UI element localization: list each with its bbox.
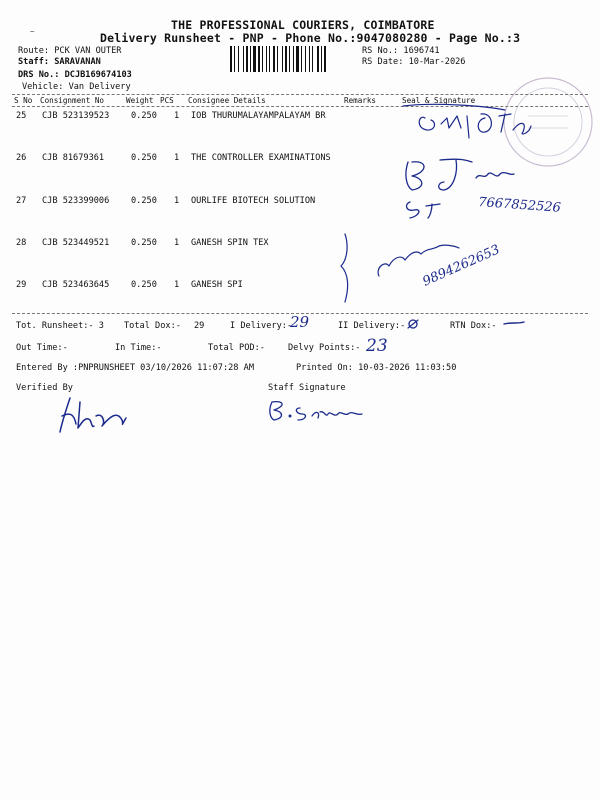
row-consignee: THE CONTROLLER EXAMINATIONS <box>191 153 331 163</box>
col-pcs: PCS <box>160 96 174 105</box>
total-pod-label: Total POD:- <box>208 343 265 353</box>
runsheet-title: Delivery Runsheet - PNP - Phone No.:9047080280 - Page No.:3 <box>100 31 521 45</box>
staff-info <box>18 57 101 67</box>
staff-signature-label: Staff Signature <box>268 383 346 393</box>
delvy-points-label: Delvy Points:- <box>288 343 361 353</box>
route-label: Route: PCK VAN OUTER <box>18 46 122 56</box>
row-pcs: 1 <box>174 280 180 290</box>
signature-row-28-29 <box>335 224 535 314</box>
staff-label: Staff: <box>18 57 50 67</box>
row-consignee: GANESH SPI <box>191 280 243 290</box>
drs-value: DCJB169674103 <box>64 70 132 80</box>
rtn-dox-dash <box>500 318 530 328</box>
row-consignment: CJB 523463645 <box>42 280 110 290</box>
row-consignee: IOB THURUMALAYAMPALAYAM BR <box>191 111 326 121</box>
row-weight: 0.250 <box>131 111 157 121</box>
i-delivery-handwritten <box>286 312 326 332</box>
vehicle-label: Vehicle: Van Delivery <box>22 82 131 92</box>
row-consignment: CJB 523449521 <box>42 238 110 248</box>
out-time-label: Out Time:- <box>16 343 68 353</box>
col-weight: Weight <box>126 96 154 105</box>
row-pcs: 1 <box>174 153 180 163</box>
phone-row-27: 7667852526 <box>477 195 562 216</box>
row-weight: 0.250 <box>131 238 157 248</box>
row-consignee: GANESH SPIN TEX <box>191 238 269 248</box>
corner-mark: ~ <box>30 27 35 36</box>
row-weight: 0.250 <box>131 280 157 290</box>
rs-number: RS No.: 1696741 <box>362 46 440 56</box>
rs-date: RS Date: 10-Mar-2026 <box>362 57 466 67</box>
rtn-dox-label: RTN Dox:- <box>450 321 497 331</box>
row-sno: 29 <box>16 280 27 290</box>
delvy-points-handwritten <box>362 334 402 356</box>
row-consignment: CJB 523399006 <box>42 196 110 206</box>
row-sno: 26 <box>16 153 27 163</box>
entered-by: Entered By :PNPRUNSHEET 03/10/2026 11:07:28 AM <box>16 363 254 373</box>
company-title: THE PROFESSIONAL COURIERS, COIMBATORE <box>171 18 435 32</box>
i-delivery-value: 29 <box>290 313 310 331</box>
barcode <box>230 46 355 72</box>
col-remarks: Remarks <box>344 96 377 105</box>
delvy-points-value: 23 <box>366 336 388 356</box>
row-consignment: CJB 81679361 <box>42 153 105 163</box>
ii-delivery-label: II Delivery:- <box>338 321 406 331</box>
row-pcs: 1 <box>174 238 180 248</box>
printed-on: Printed On: 10-03-2026 11:03:50 <box>296 363 457 373</box>
verified-by-label: Verified By <box>16 383 73 393</box>
staff-signature <box>264 396 374 426</box>
row-weight: 0.250 <box>131 196 157 206</box>
total-dox-label: Total Dox:- <box>124 321 181 331</box>
signature-row-27 <box>400 190 590 225</box>
row-pcs: 1 <box>174 196 180 206</box>
row-weight: 0.250 <box>131 153 157 163</box>
col-seal-signature: Seal & Signature <box>402 96 476 105</box>
total-dox-value: 29 <box>194 321 205 331</box>
row-sno: 25 <box>16 111 27 121</box>
drs-info <box>18 70 132 80</box>
in-time-label: In Time:- <box>115 343 162 353</box>
signature-row-25 <box>395 100 545 145</box>
verified-by-signature <box>52 392 132 436</box>
i-delivery-label: I Delivery:- <box>230 321 293 331</box>
row-pcs: 1 <box>174 111 180 121</box>
ii-delivery-mark <box>404 316 424 332</box>
row-consignment: CJB 523139523 <box>42 111 110 121</box>
col-sno: S No <box>14 96 33 105</box>
tot-runsheet: Tot. Runsheet:- 3 <box>16 321 104 331</box>
staff-value: SARAVANAN <box>54 57 101 67</box>
header-top-rule <box>12 94 588 95</box>
row-sno: 28 <box>16 238 27 248</box>
drs-label: DRS No.: <box>18 70 60 80</box>
row-sno: 27 <box>16 196 27 206</box>
col-consignment: Consignment No <box>40 96 105 105</box>
phone-row-28: 9894262653 <box>420 242 503 290</box>
row-consignee: OURLIFE BIOTECH SOLUTION <box>191 196 316 206</box>
col-consignee: Consignee Details <box>188 96 266 105</box>
